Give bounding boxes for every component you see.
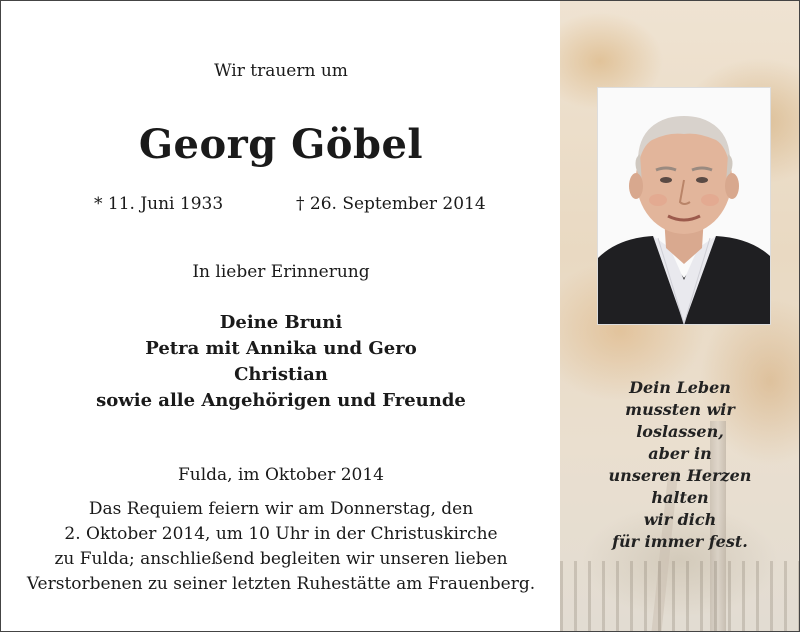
family-line: sowie alle Angehörigen und Freunde [96, 390, 466, 411]
quote-line: Dein Leben [629, 378, 731, 397]
family-line: Petra mit Annika und Gero [145, 338, 417, 359]
obituary-text-panel [1, 1, 561, 631]
autumn-tree-background [560, 1, 799, 631]
quote-line: unseren Herzen [608, 466, 752, 485]
death-date: † 26. September 2014 [296, 194, 486, 214]
quote-line: aber in [648, 444, 712, 463]
quote-line: loslassen, [636, 422, 724, 441]
quote-line: für immer fest. [612, 532, 748, 551]
family-list [1, 310, 561, 414]
family-line: Deine Bruni [219, 312, 343, 333]
family-line: Christian [234, 364, 328, 385]
place-date: Fulda, im Oktober 2014 [177, 465, 384, 485]
requiem-line: zu Fulda; anschließend begleiten wir unseren lieben [54, 549, 508, 569]
requiem-line: 2. Oktober 2014, um 10 Uhr in der Christuskirche [64, 524, 498, 544]
intro-line: Wir trauern um [214, 61, 348, 81]
quote-line: halten [651, 488, 709, 507]
quote-line: wir dich [643, 510, 717, 529]
fence [560, 561, 799, 631]
memorial-quote [580, 377, 780, 553]
quote-line: mussten wir [625, 400, 735, 419]
requiem-line: Verstorbenen zu seiner letzten Ruhestätte am Frauenberg. [26, 574, 536, 594]
requiem-text [1, 497, 561, 597]
birth-date: * 11. Juni 1933 [94, 194, 224, 214]
memory-line: In lieber Erinnerung [192, 262, 370, 282]
requiem-line: Das Requiem feiern wir am Donnerstag, den [88, 499, 474, 519]
portrait-photo [597, 87, 771, 325]
deceased-name: Georg Göbel [138, 121, 424, 168]
